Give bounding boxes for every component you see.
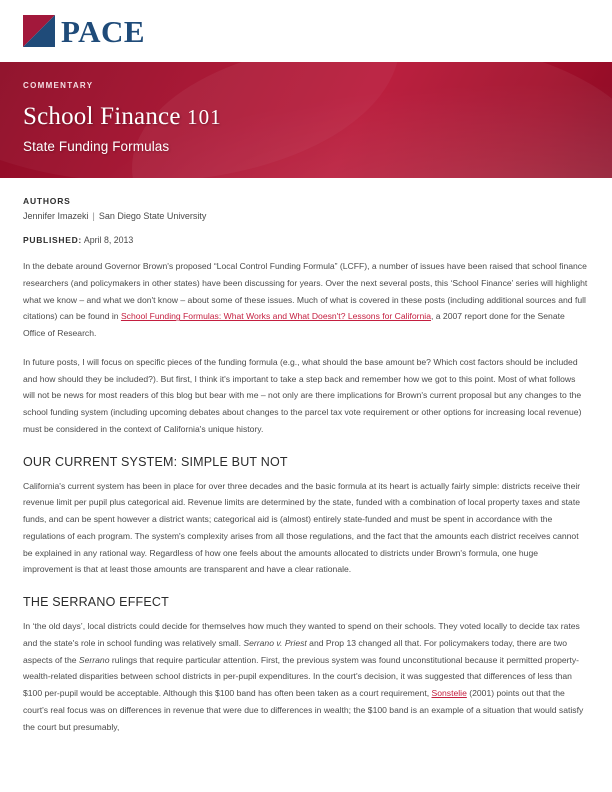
paragraph-serrano-effect	[23, 618, 589, 735]
page-title-main: School Finance	[23, 103, 188, 130]
author-line	[23, 211, 589, 221]
paragraph-intro	[23, 258, 589, 342]
page-subtitle: State Funding Formulas	[23, 139, 170, 155]
authors-label: AUTHORS	[23, 196, 71, 206]
report-link[interactable]: School Funding Formulas: What Works and What Doesn't? Lessons for California	[120, 311, 431, 322]
case-citation-serrano-v-priest: Serrano v. Priest	[243, 637, 307, 648]
page-title	[23, 104, 612, 130]
published-line	[23, 235, 589, 245]
content-type-kicker: COMMENTARY	[23, 81, 94, 90]
pace-logo-mark-icon	[23, 15, 55, 47]
pace-wordmark: PACE	[61, 13, 146, 49]
serrano-text-a: In ‘the old days’, local districts could decide for themselves how much they wanted to spend on their schools. They voted locally to decide tax rates and the state's role in school funding was relatively small.	[23, 621, 580, 648]
section-heading-serrano-effect: THE SERRANO EFFECT	[23, 595, 169, 609]
pace-logo[interactable]	[23, 15, 145, 47]
case-citation-serrano: Serrano	[78, 654, 110, 665]
serrano-text-b: and Prop 13 changed all that. For policymakers today, there are two aspects of the	[23, 637, 567, 665]
published-label: PUBLISHED:	[23, 235, 82, 245]
title-banner	[0, 62, 612, 178]
serrano-text-d: (2001) points out that the court's real focus was on differences in revenue that were due to differences in wealth; the $100 band is an example of a situation that would satisfy the court but presumably,	[23, 688, 584, 732]
document-body	[0, 178, 612, 735]
section-heading-current-system: OUR CURRENT SYSTEM: SIMPLE BUT NOT	[23, 454, 288, 469]
paragraph-intro-text-a: In the debate around Governor Brown's proposed “Local Control Funding Formula” (LCFF), a number of issues have been raised that school finance researchers (and policymakers in other states) have been discussing for years. Over the next several posts, this ‘School Finance’ series will highlight what we know – and what we don't know – about some of these issues. Much of what is covered in these posts (including additional sources and full citations) can be found in	[23, 261, 588, 322]
serrano-text-c: rulings that require particular attention. First, the previous system was found unconstitutional because it permitted property-wealth-related disparities between school districts in per-pupil expenditures. In the court's decision, it was suggested that differences of less than $100 per-pupil would be acceptable. Although this $100 band has often been taken as a court requirement,	[23, 654, 580, 698]
author-name: Jennifer Imazeki	[23, 211, 89, 221]
paragraph-future-posts: In future posts, I will focus on specific pieces of the funding formula (e.g., what should the base amount be? Which cost factors should be included and how should they be included?). But first, I think it's important to take a step back and remember how we got to this point. Most of what follows will not be news for most readers of this blog but bear with me – not only are there implications for Brown's current proposal but any changes to the school funding system (including upcoming debates about changes to the parcel tax vote requirement or other options for increasing local revenue) must be considered in the context of California's unique history.	[23, 356, 582, 434]
author-affiliation: San Diego State University	[98, 211, 207, 221]
site-header	[0, 0, 612, 62]
paragraph-current-system: California's current system has been in place for over three decades and the basic formula at its heart is actually fairly simple: districts receive their revenue limit per pupil plus categorical aid. Revenue limits are determined by the state, funded with a combination of local property taxes and state funds, and can be spent however a district wants; categorical aid is (almost) entirely state-funded and must be spent in accordance with the regulations of each program. The system's complexity arises from all those regulations, and the fact that the amounts each district receives cannot be explained in any rational way. Regardless of how one feels about the amounts allocated to districts under Brown's formula, one huge improvement is that at least those amounts are transparent and have a clear rationale.	[23, 480, 581, 575]
page-title-number: 101	[187, 105, 222, 129]
sonstelie-link[interactable]: Sonstelie	[431, 688, 467, 698]
published-date: April 8, 2013	[83, 235, 134, 245]
paragraph-intro-text-b: , a 2007 report done for the Senate Office of Research.	[23, 311, 565, 338]
author-separator: |	[92, 211, 95, 221]
